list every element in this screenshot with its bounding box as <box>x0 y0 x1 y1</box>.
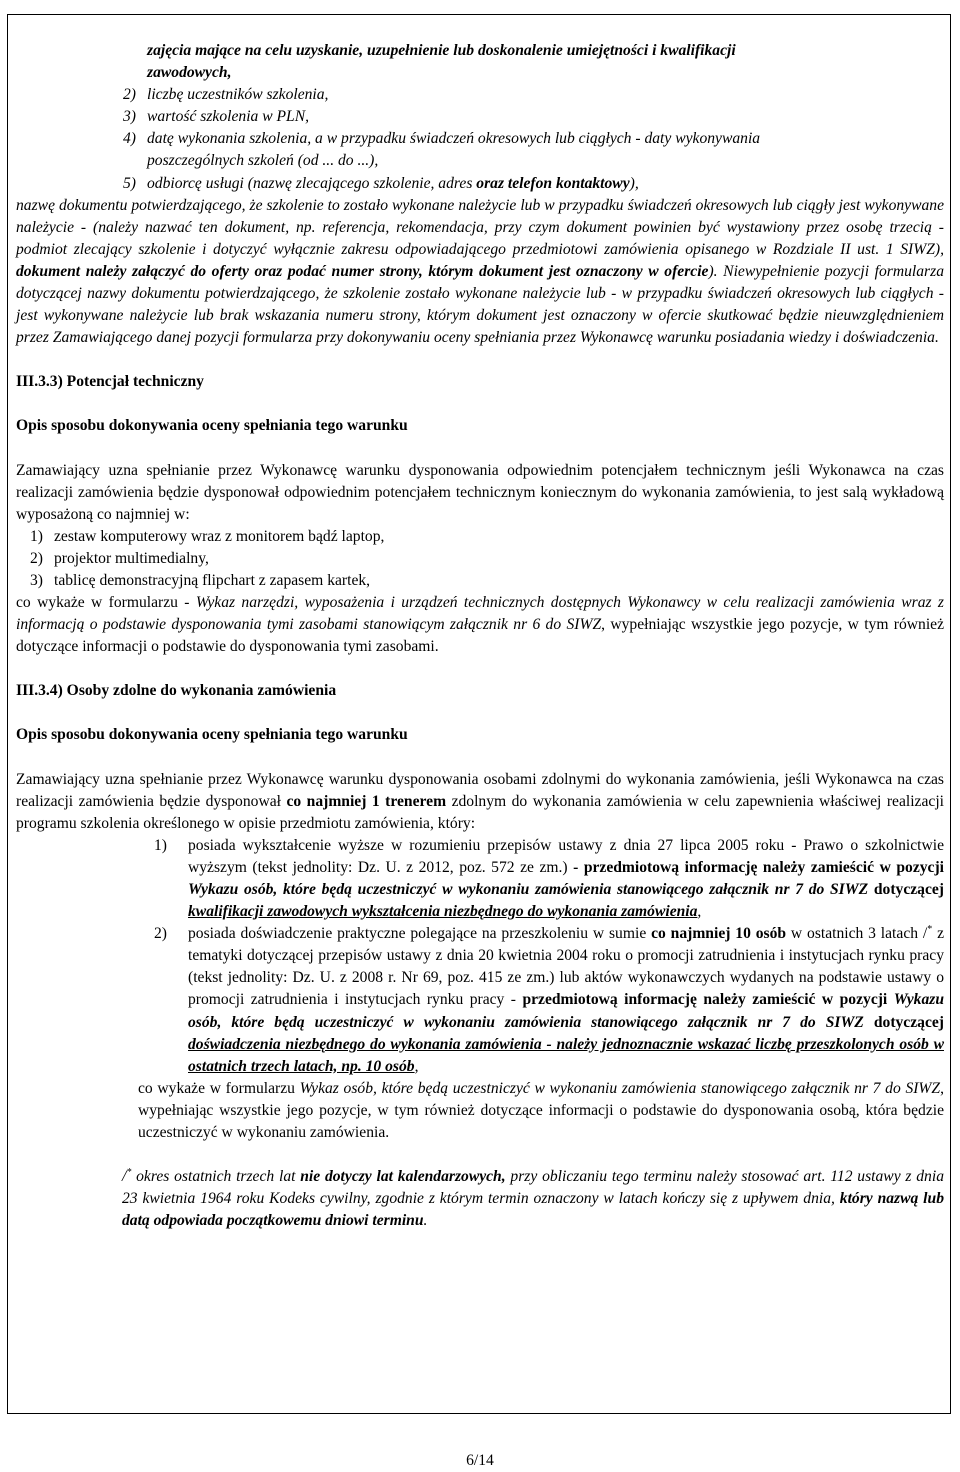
page-number: 6/14 <box>466 1452 494 1469</box>
item2 <box>16 84 944 106</box>
osoby-intro-bold: co najmniej 1 trenerem <box>286 792 447 810</box>
osoby-item2-num: 2) <box>154 925 167 943</box>
item1-cont-line1: zajęcia mające na celu uzyskanie, uzupełnienie lub doskonalenie umiejętności i kwalifikacji <box>147 42 736 59</box>
osoby-item2-t3: w ostatnich 3 latach / <box>786 925 928 943</box>
osoby-item2-t2: co najmniej 10 osób <box>651 925 787 943</box>
item3-text: wartość szkolenia w PLN, <box>147 108 310 126</box>
osoby-item2-sup: * <box>927 924 933 935</box>
item1-cont-line2: zawodowych, <box>147 64 232 82</box>
item3-num: 3) <box>123 108 136 126</box>
osoby-item-2 <box>16 923 944 1078</box>
item5-text-c: ), <box>629 174 639 192</box>
potencjal-closing-italic: Wykaz narzędzi, wyposażenia i urządzeń technicznych dostępnych Wykonawcy w celu realizacji zamówienia wraz z informacją o podstawie dysponowania tymi zasobami stanowiącym załącznik nr 6 do SIWZ <box>16 594 944 634</box>
potencjal-closing-a: co wykaże w formularzu - <box>16 594 196 612</box>
footnote-t4: który nazwą lub datą odpowiada początkowemu dniowi terminu <box>122 1190 944 1230</box>
para1-part4: Niewypełnienie pozycji formularza dotyczącej nazwy dokumentu potwierdzającego, że szkolenie zostało wykonane należycie lub - w przypadku świadczeń okresowych lub ciągłych - jest wykonywane należycie lub brak wskazania numeru strony, którym dokument jest oznaczony w ofercie skutkować będzie nieuwzględnieniem przez Zamawiającego danej pozycji formularza przy dokonywaniu oceny spełniania przez Wykonawcę warunku posiadania wiedzy i doświadczenia. <box>16 262 944 347</box>
osoby-item2-t6: Wykazu osób, które będą uczestniczyć w wykonaniu zamówienia stanowiącego załącznik nr 7 do SIWZ <box>188 991 944 1031</box>
osoby-item1-num: 1) <box>154 836 167 854</box>
osoby-item1-t2: - przedmiotową informację należy zamieścić w pozycji <box>573 858 944 876</box>
osoby-item1-t1: posiada wykształcenie wyższe w rozumieniu przepisów ustawy z dnia 27 lipca 2005 roku - Prawo o szkolnictwie wyższym (tekst jednolity: Dz. U. z 2012, poz. 572 ze zm.) <box>188 836 944 876</box>
osoby-closing-italic: Wykaz osób, które będą uczestniczyć w wykonaniu zamówienia stanowiącego załącznik nr 7 do SIWZ <box>299 1079 941 1097</box>
footnote <box>16 1166 944 1232</box>
item4-text-b: poszczególnych szkoleń (od ... do ...), <box>147 152 379 170</box>
osoby-item1-t5: kwalifikacji zawodowych wykształcenia niezbędnego do wykonania zamówienia <box>188 903 698 921</box>
para1-part1: nazwę dokumentu potwierdzającego, że szkolenie to zostało wykonane należycie lub w przypadku świadczeń okresowych lub ciągły jest wykonywane należycie - (należy nazwać ten dokument, np. referencja, rekomendacja, przy czym dokument powinien być wystawiony przez osobę trzecią - podmiot zlecający szkolenie i dotyczyć wyłącznie zakresu odpowiadającego przedmiotowi zamówienia opisanego w Rozdziale II ust. 1 SIWZ), <box>16 196 944 258</box>
osoby-intro-c: zdolnym do wykonania zamówienia w celu zapewnienia właściwej realizacji programu szkolenia określonego w opisie przedmiotu zamówienia, który: <box>16 792 944 832</box>
potencjal-intro: Zamawiający uzna spełnianie przez Wykonawcę warunku dysponowania odpowiednim potencjałem technicznym jeśli Wykonawca na czas realizacji zamówienia będzie dysponował odpowiednim potencjałem technicznym koniecznym do wykonania zamówienia, to jest salą wykładową wyposażoną co najmniej w: <box>16 461 944 523</box>
para1-bold: dokument należy załączyć do oferty oraz podać numer strony, którym dokument jest oznaczony w ofercie <box>16 262 709 280</box>
item2-text: liczbę uczestników szkolenia, <box>147 86 329 104</box>
item5-text-bold: oraz telefon kontaktowy <box>476 174 630 192</box>
section-heading-potencjal: III.3.3) Potencjał techniczny <box>16 373 204 391</box>
potencjal-list-num-1: 1) <box>30 527 43 545</box>
osoby-item2-t9: , <box>414 1057 419 1075</box>
item4 <box>16 128 944 172</box>
item5-text-a: odbiorcę usługi (nazwę zlecającego szkolenie, adres <box>147 174 477 192</box>
osoby-item2-t8: doświadczenia niezbędnego do wykonania zamówienia - należy jednoznacznie wskazać liczbę przeszkolonych osób w ostatnich trzech latach, np. 10 osób <box>188 1035 944 1075</box>
potencjal-closing-c: , wypełniając wszystkie jego pozycje, w tym również dotyczące informacji o podstawie do dysponowania tymi zasobami. <box>16 616 945 656</box>
osoby-item2-t1: posiada doświadczenie praktyczne polegające na przeszkoleniu w sumie <box>188 925 652 943</box>
potencjal-list-item-3 <box>16 570 944 592</box>
osoby-item1-t4: dotyczącej <box>868 881 944 898</box>
potencjal-list-item-2 <box>16 548 944 570</box>
subheading-potencjal: Opis sposobu dokonywania oceny spełniania tego warunku <box>16 417 408 435</box>
footnote-mark: / <box>122 1168 127 1186</box>
footnote-t2: nie dotyczy lat kalendarzowych, <box>300 1168 506 1186</box>
osoby-item1-t6: , <box>697 903 702 921</box>
osoby-item2-t7: dotyczącej <box>863 1013 944 1031</box>
osoby-item2-t4: z tematyki dotyczącej przepisów ustawy z dnia 20 kwietnia 2004 roku o promocji zatrudnienia i instytucjach rynku pracy (tekst jednolity: Dz. U. z 2008 r. Nr 69, poz. 415 ze zm.) lub aktów wykonawczych wydanych na podstawie ustawy o promocji zatrudnienia i instytucjach rynku pracy - <box>188 925 944 1009</box>
item3 <box>16 106 944 128</box>
osoby-closing-c: , wypełniając wszystkie jego pozycje, w tym również dotyczące informacji o podstawie do dysponowania osobą, która będzie uczestniczyć w wykonaniu zamówienia. <box>138 1079 944 1142</box>
item1-continuation <box>16 40 944 84</box>
item2-num: 2) <box>123 86 136 104</box>
osoby-item2-t5: przedmiotową informację należy zamieścić w pozycji <box>522 991 894 1009</box>
item5-num: 5) <box>123 174 136 192</box>
osoby-item-1 <box>16 835 944 923</box>
potencjal-list-text-1: zestaw komputerowy wraz z monitorem bądź laptop, <box>54 527 385 545</box>
osoby-item1-t3: Wykazu osób, które będą uczestniczyć w wykonaniu zamówienia stanowiącego załącznik nr 7 do SIWZ <box>188 881 869 898</box>
para1-part3: ). <box>708 262 724 280</box>
potencjal-list-num-2: 2) <box>30 549 43 567</box>
osoby-item2-text <box>188 923 944 1078</box>
potencjal-list-text-2: projektor multimedialny, <box>54 549 209 567</box>
osoby-closing <box>16 1078 944 1144</box>
item4-num: 4) <box>123 130 136 148</box>
page-content <box>16 40 944 1232</box>
footnote-t5: . <box>423 1212 428 1230</box>
item5 <box>16 173 944 195</box>
osoby-item1-text <box>188 835 944 923</box>
item4-text-a: datę wykonania szkolenia, a w przypadku świadczeń okresowych lub ciągłych - daty wykonywania <box>147 130 761 148</box>
potencjal-list-item-1 <box>16 526 944 548</box>
footnote-t1: okres ostatnich trzech lat <box>131 1168 301 1186</box>
footnote-sup: * <box>126 1166 132 1178</box>
potencjal-closing <box>16 592 944 658</box>
document-name-paragraph <box>16 195 944 350</box>
section-heading-osoby: III.3.4) Osoby zdolne do wykonania zamówienia <box>16 682 337 700</box>
subheading-osoby: Opis sposobu dokonywania oceny spełniania tego warunku <box>16 726 408 744</box>
potencjal-list-num-3: 3) <box>30 571 43 589</box>
footnote-t3: przy obliczaniu tego terminu należy stosować art. 112 ustawy z dnia 23 kwietnia 1964 roku Kodeks cywilny, zgodnie z którym termin oznaczony w latach kończy się z upływem dnia, <box>122 1168 944 1208</box>
potencjal-list-text-3: tablicę demonstracyjną flipchart z zapasem kartek, <box>54 571 371 589</box>
osoby-intro-a: Zamawiający uzna spełnianie przez Wykonawcę warunku dysponowania osobami zdolnymi do wykonania zamówienia, jeśli Wykonawca na czas realizacji zamówienia będzie dysponował <box>16 770 944 810</box>
osoby-closing-a: co wykaże w formularzu <box>138 1079 300 1097</box>
osoby-intro <box>16 769 944 835</box>
